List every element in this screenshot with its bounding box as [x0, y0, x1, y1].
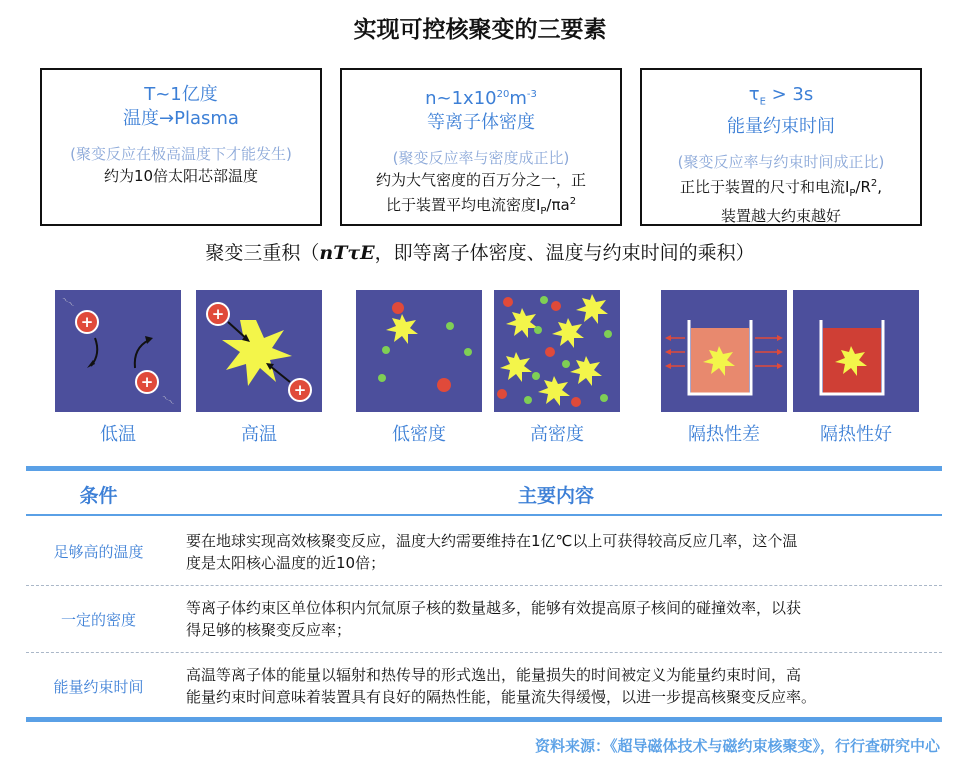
temperature-heading: 温度→Plasma [123, 108, 239, 129]
triple-product-caption: 聚变三重积（nTτE，即等离子体密度、温度与约束时间的乘积） [205, 242, 755, 264]
label-poor-insulation: 隔热性差 [688, 424, 760, 445]
fusion-star-icon [500, 352, 532, 382]
confinement-desc: 正比于装置的尺寸和电流$I_P/R^2$, 装置越大约束越好 [679, 177, 883, 225]
fusion-star-icon [538, 376, 570, 406]
temperature-note: (聚变反应在极高温度下才能发生) [70, 145, 292, 163]
density-note: (聚变反应率与密度成正比) [392, 149, 570, 167]
fusion-star-icon [570, 356, 602, 386]
wavy-lines-icon: 〜〜 [159, 393, 176, 408]
row-label: 一定的密度 [60, 611, 136, 629]
svg-text:+: + [211, 305, 225, 323]
row-text: 等离子体约束区单位体积内氘氚原子核的数量越多，能够有效提高原子核间的碰撞效率，以获 得足够的核聚变反应率； [186, 599, 802, 639]
curved-arrow-icon [135, 340, 149, 368]
label-high-temp: 高温 [241, 424, 277, 445]
label-high-density: 高密度 [530, 424, 584, 445]
table-header-content: 主要内容 [517, 485, 594, 507]
table-bottom-rule [26, 717, 942, 722]
table-top-rule [26, 466, 942, 471]
row-label: 能量约束时间 [53, 678, 144, 696]
source-note: 资料来源：《超导磁体技术与磁约束核聚变》，行行查研究中心 [534, 737, 940, 755]
confinement-box [640, 68, 922, 226]
svg-text:+: + [140, 373, 154, 391]
low-temp-panel [55, 290, 181, 412]
svg-text:+: + [293, 381, 307, 399]
label-good-insulation: 隔热性好 [820, 424, 892, 445]
temperature-box [40, 68, 322, 226]
density-value: $n\sim 1x10^{20}m^{-3}$ [425, 88, 537, 109]
high-temp-panel [196, 290, 322, 412]
nucleus-plus-icon [289, 379, 311, 401]
table-header-condition: 条件 [79, 485, 118, 507]
confinement-note: (聚变反应率与约束时间成正比) [677, 152, 885, 171]
fusion-star-icon [576, 294, 608, 324]
poor-insulation-panel [661, 290, 787, 412]
row-label: 足够高的温度 [53, 543, 144, 561]
confinement-value: $\tau_E > 3s$ [748, 84, 814, 108]
row-text: 高温等离子体的能量以辐射和热传导的形式逸出，能量损失的时间被定义为能量约束时间，高 能量约束时间意味着装置具有良好的隔热性能，能量流失得缓慢，以进一步提高核聚变反应率。 [186, 666, 817, 706]
fusion-star-icon [552, 318, 584, 348]
triple-product-formula: nTτE [319, 242, 375, 264]
density-desc: 约为大气密度的百万分之一，正 比于装置平均电流密度$I_P/\pi a^2$ [375, 171, 586, 217]
row-divider [26, 585, 942, 586]
nucleus-plus-icon [76, 311, 98, 333]
label-low-density: 低密度 [392, 424, 446, 445]
nucleus-plus-icon [136, 371, 158, 393]
confinement-heading: 能量约束时间 [727, 115, 835, 137]
temperature-value: T~1亿度 [144, 84, 218, 105]
table-header-rule [26, 514, 942, 516]
nucleus-plus-icon [207, 303, 229, 325]
density-heading: 等离子体密度 [427, 112, 535, 133]
page-title: 实现可控核聚变的三要素 [353, 17, 607, 43]
low-density-panel [356, 290, 482, 412]
temperature-desc: 约为10倍太阳芯部温度 [103, 167, 259, 185]
wavy-lines-icon: 〜〜 [59, 295, 76, 310]
row-divider [26, 652, 942, 653]
svg-text:+: + [80, 313, 94, 331]
label-low-temp: 低温 [100, 424, 136, 445]
fusion-star-icon [386, 314, 418, 344]
high-density-panel [494, 290, 620, 412]
good-insulation-panel [793, 290, 919, 412]
fusion-star-icon [506, 308, 538, 338]
density-box [340, 68, 622, 226]
row-text: 要在地球实现高效核聚变反应，温度大约需要维持在1亿℃以上可获得较高反应几率，这个温 度是太阳核心温度的近10倍； [186, 532, 798, 572]
